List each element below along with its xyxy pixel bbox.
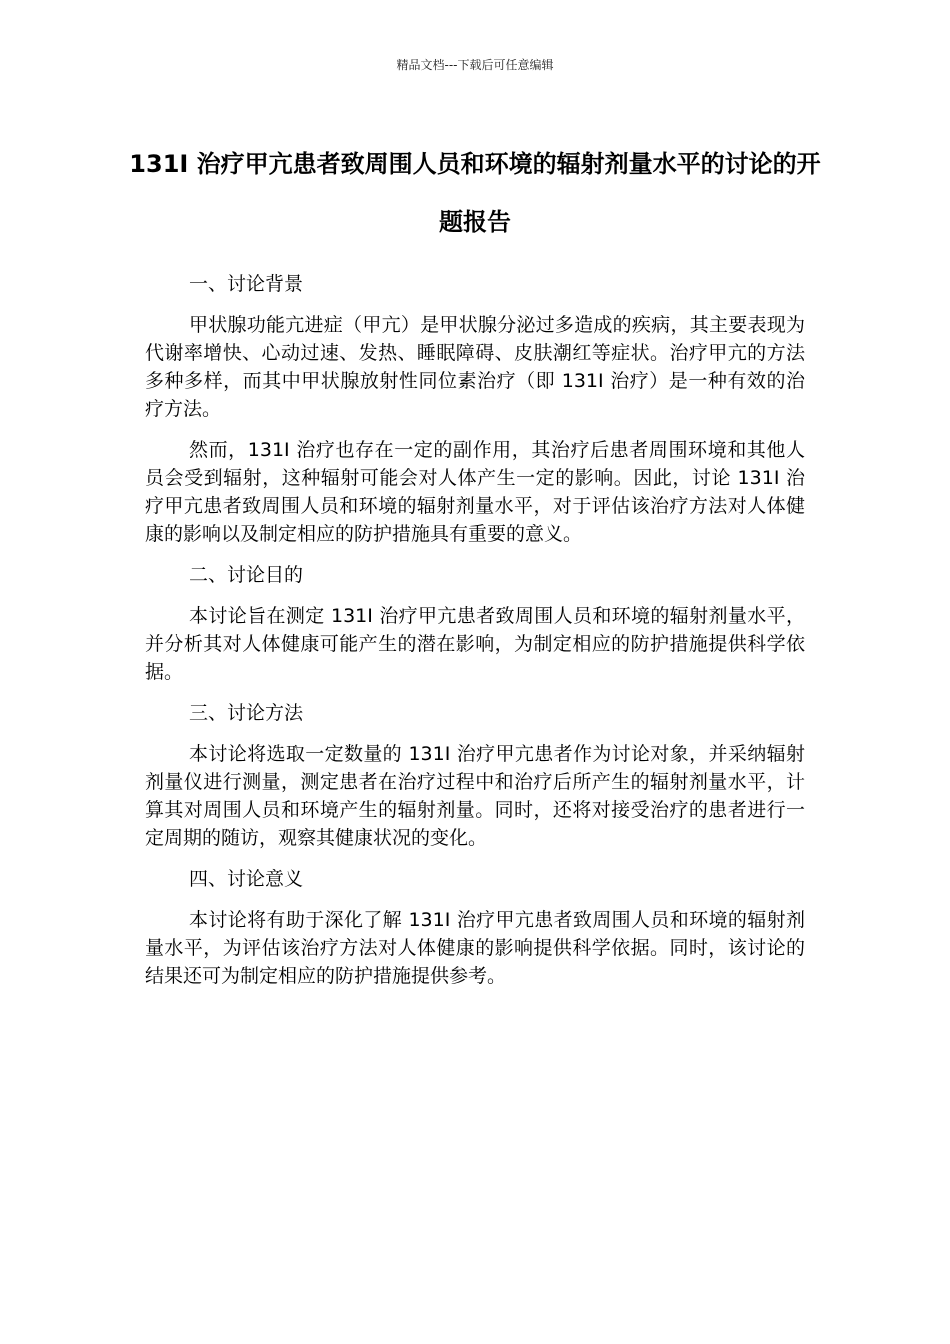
section-significance: [145, 865, 805, 990]
document-body: [145, 270, 805, 1003]
section-heading: 三、讨论方法: [189, 702, 304, 724]
paragraph: 本讨论将有助于深化了解 131I 治疗甲亢患者致周围人员和环境的辐射剂量水平，为评估该治疗方法对人体健康的影响提供科学依据。同时，该讨论的结果还可为制定相应的防护措施提供参考。: [145, 909, 805, 987]
paragraph: 本讨论旨在测定 131I 治疗甲亢患者致周围人员和环境的辐射剂量水平，并分析其对人体健康可能产生的潜在影响，为制定相应的防护措施提供科学依据。: [145, 605, 805, 683]
section-purpose: [145, 561, 805, 686]
document-title: 131I 治疗甲亢患者致周围人员和环境的辐射剂量水平的讨论的开题报告: [129, 150, 821, 236]
section-background: [145, 270, 805, 548]
section-heading: 四、讨论意义: [189, 868, 304, 890]
section-method: [145, 699, 805, 852]
section-heading: 一、讨论背景: [189, 273, 304, 295]
header-note: 精品文档---下载后可任意编辑: [396, 58, 554, 72]
paragraph: 然而，131I 治疗也存在一定的副作用，其治疗后患者周围环境和其他人员会受到辐射，这种辐射可能会对人体产生一定的影响。因此，讨论 131I 治疗甲亢患者致周围人员和环境的辐射剂量水平，对于评估该治疗方法对人体健康的影响以及制定相应的防护措施具有重要的意义。: [145, 439, 805, 545]
paragraph: 本讨论将选取一定数量的 131I 治疗甲亢患者作为讨论对象，并采纳辐射剂量仪进行测量，测定患者在治疗过程中和治疗后所产生的辐射剂量水平，计算其对周围人员和环境产生的辐射剂量。同时，还将对接受治疗的患者进行一定周期的随访，观察其健康状况的变化。: [145, 743, 805, 849]
paragraph: 甲状腺功能亢进症（甲亢）是甲状腺分泌过多造成的疾病，其主要表现为代谢率增快、心动过速、发热、睡眠障碍、皮肤潮红等症状。治疗甲亢的方法多种多样，而其中甲状腺放射性同位素治疗（即 131I 治疗）是一种有效的治疗方法。: [145, 314, 805, 420]
section-heading: 二、讨论目的: [189, 564, 304, 586]
